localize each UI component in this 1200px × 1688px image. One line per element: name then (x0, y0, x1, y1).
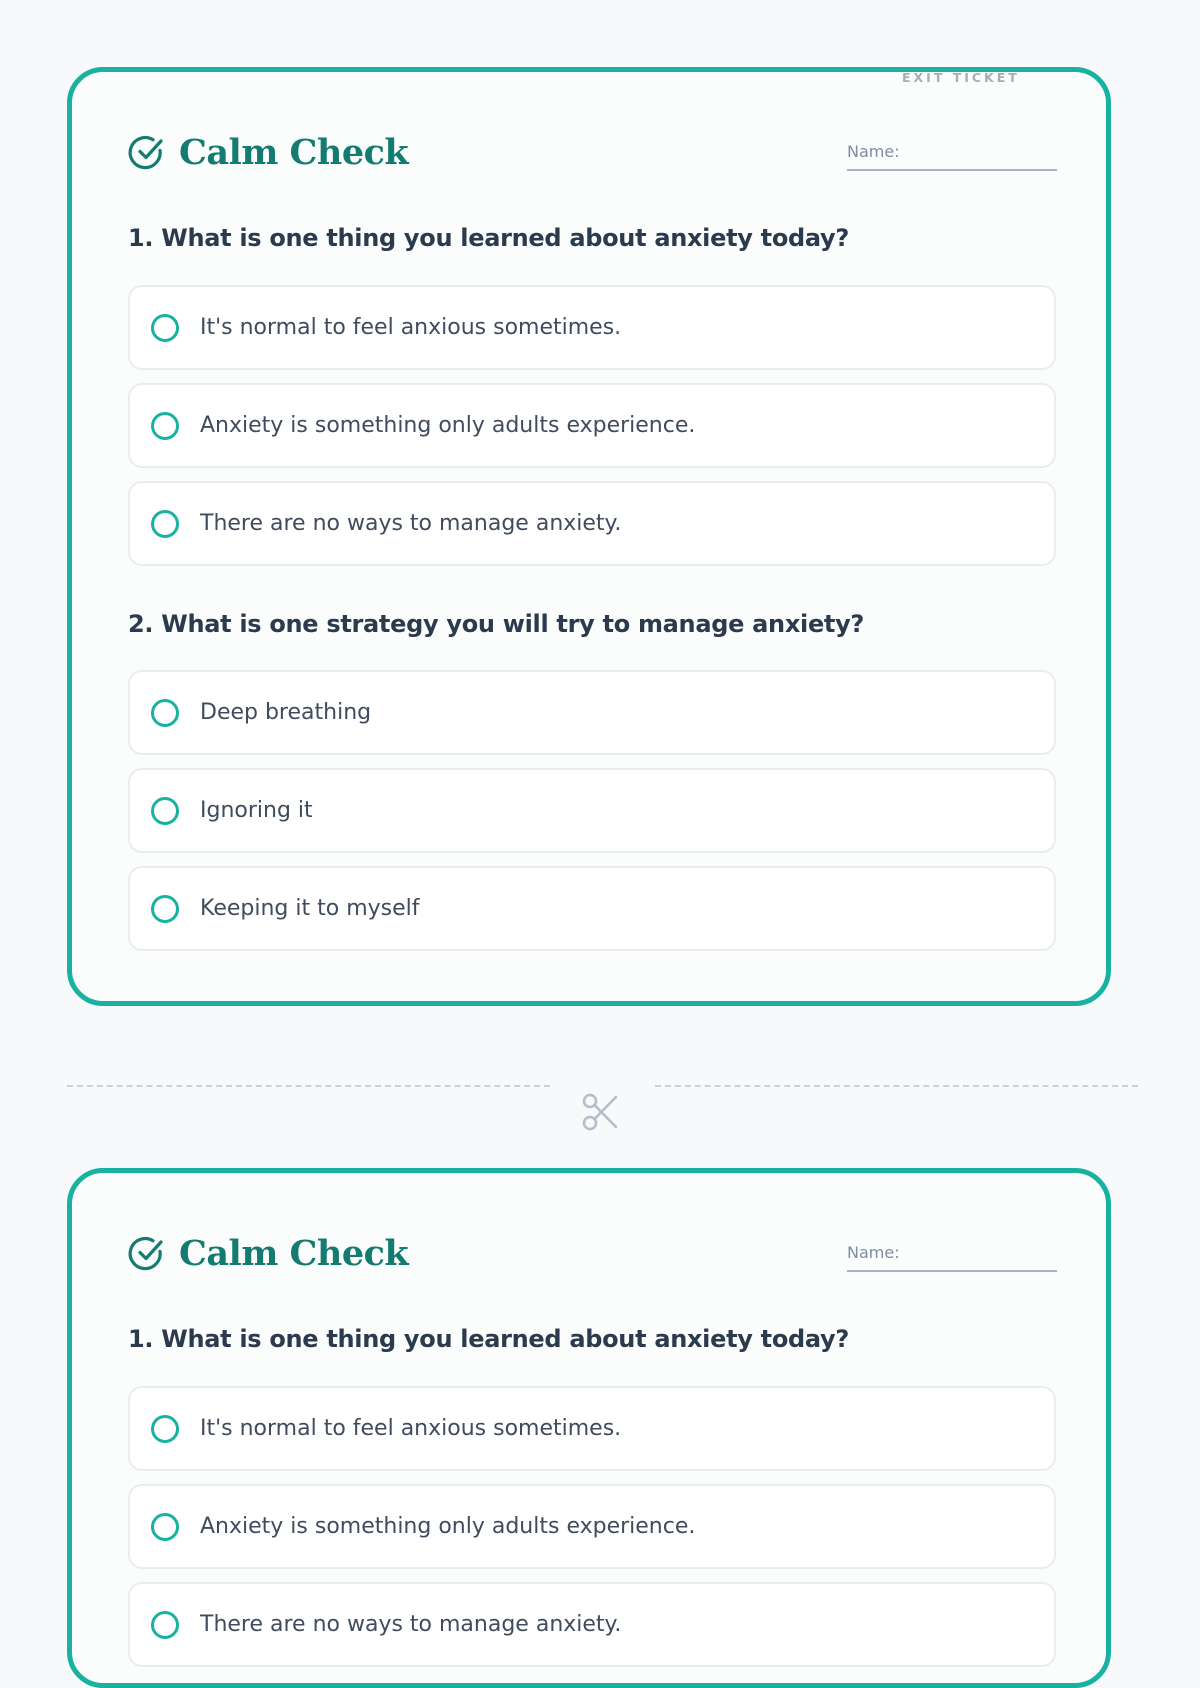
check-circle-icon (127, 1234, 167, 1274)
radio-circle-icon[interactable] (151, 797, 179, 825)
ticket-header (127, 132, 408, 173)
check-circle-icon (127, 133, 167, 173)
exit-ticket-card (67, 1168, 1111, 1688)
option-label: It's normal to feel anxious sometimes. (200, 315, 622, 340)
option-label: It's normal to feel anxious sometimes. (200, 1416, 622, 1441)
radio-circle-icon[interactable] (151, 314, 179, 342)
option-label: Ignoring it (200, 798, 313, 823)
radio-circle-icon[interactable] (151, 699, 179, 727)
option-label: Anxiety is something only adults experience. (200, 1514, 696, 1539)
exit-ticket-label: EXIT TICKET (902, 70, 1020, 85)
name-label: Name: (847, 1243, 900, 1262)
option-label: Deep breathing (200, 700, 372, 725)
option-q2-3[interactable] (128, 866, 1056, 951)
ticket-header (127, 1233, 408, 1274)
option-q2-1[interactable] (128, 670, 1056, 755)
radio-circle-icon[interactable] (151, 1415, 179, 1443)
option-q1-2[interactable] (128, 1484, 1056, 1569)
radio-circle-icon[interactable] (151, 510, 179, 538)
ticket-title: Calm Check (179, 1233, 409, 1274)
ticket-title: Calm Check (179, 132, 409, 173)
option-label: Keeping it to myself (200, 896, 420, 921)
radio-circle-icon[interactable] (151, 412, 179, 440)
option-q1-1[interactable] (128, 285, 1056, 370)
radio-circle-icon[interactable] (151, 1611, 179, 1639)
option-q2-2[interactable] (128, 768, 1056, 853)
scissors-icon (582, 1093, 620, 1131)
cut-line-right (655, 1085, 1138, 1087)
cut-line-left (67, 1085, 550, 1087)
question-2: 2. What is one strategy you will try to manage anxiety? (128, 610, 865, 638)
name-field[interactable] (847, 1240, 1057, 1272)
name-label: Name: (847, 142, 900, 161)
radio-circle-icon[interactable] (151, 895, 179, 923)
question-1: 1. What is one thing you learned about anxiety today? (128, 224, 850, 252)
radio-circle-icon[interactable] (151, 1513, 179, 1541)
name-field[interactable] (847, 139, 1057, 171)
option-q1-3[interactable] (128, 481, 1056, 566)
option-q1-3[interactable] (128, 1582, 1056, 1667)
option-label: Anxiety is something only adults experience. (200, 413, 696, 438)
option-q1-2[interactable] (128, 383, 1056, 468)
option-label: There are no ways to manage anxiety. (200, 511, 622, 536)
exit-ticket-card (67, 67, 1111, 1006)
option-label: There are no ways to manage anxiety. (200, 1612, 622, 1637)
option-q1-1[interactable] (128, 1386, 1056, 1471)
question-1: 1. What is one thing you learned about anxiety today? (128, 1325, 850, 1353)
